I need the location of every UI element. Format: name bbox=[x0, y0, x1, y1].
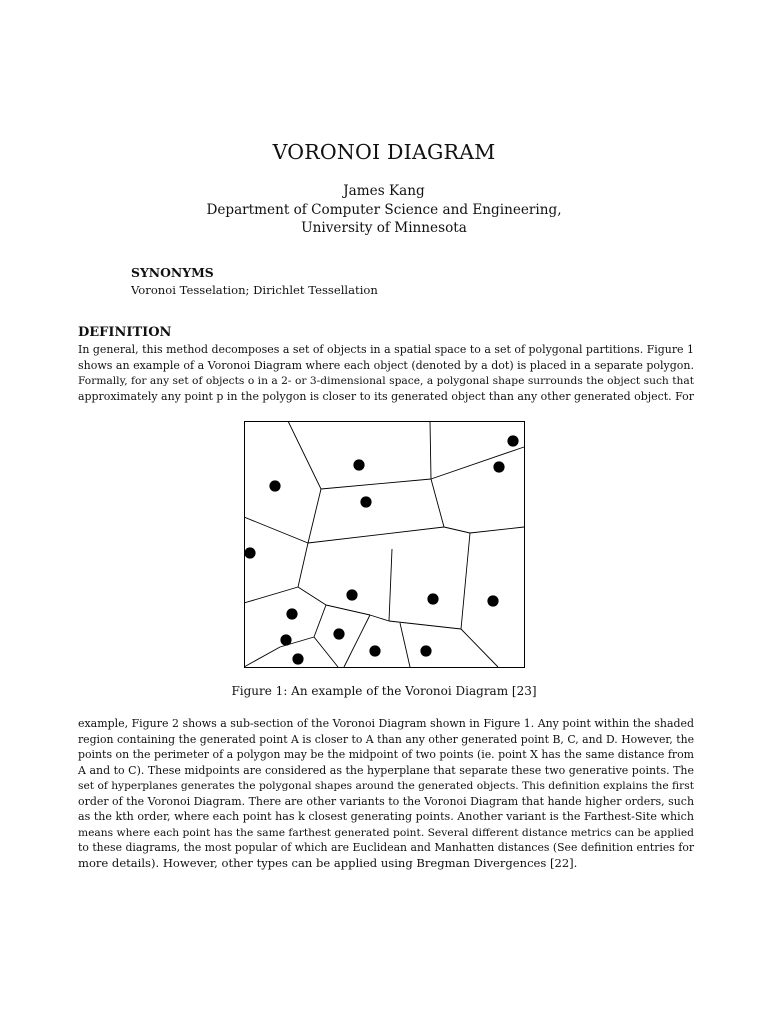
generator-point bbox=[360, 496, 371, 507]
author-university: University of Minnesota bbox=[301, 220, 467, 236]
generator-point bbox=[333, 628, 344, 639]
paragraph-line: more details). However, other types can be applied using Bregman Divergences [22]. bbox=[78, 855, 578, 870]
paragraph-line: points on the perimeter of a polygon may be the midpoint of two points (ie. point X has the same distance from bbox=[78, 748, 694, 761]
generator-point bbox=[346, 589, 357, 600]
generator-point bbox=[487, 595, 498, 606]
paragraph-line: In general, this method decomposes a set of objects in a spatial space to a set of polygonal partitions. Figure 1 bbox=[78, 343, 694, 356]
paragraph-line: example, Figure 2 shows a sub-section of the Voronoi Diagram shown in Figure 1. Any point within the shaded bbox=[78, 717, 694, 730]
paragraph-line: Formally, for any set of objects o in a 2- or 3-dimensional space, a polygonal shape surrounds the object such that bbox=[78, 374, 694, 387]
paper-title: VORONOI DIAGRAM bbox=[272, 140, 496, 164]
generator-point bbox=[493, 461, 504, 472]
paragraph-line: A and to C). These midpoints are considered as the hyperplane that separate these two generative points. The bbox=[78, 763, 694, 777]
generator-point bbox=[427, 593, 438, 604]
author-block bbox=[0, 182, 768, 238]
generator-point bbox=[269, 480, 280, 491]
synonyms-heading: SYNONYMS bbox=[131, 265, 214, 280]
figure-caption: Figure 1: An example of the Voronoi Diagram [23] bbox=[231, 684, 537, 698]
paragraph-line: to these diagrams, the most popular of which are Euclidean and Manhatten distances (See definition entries for bbox=[78, 841, 694, 854]
generator-point bbox=[244, 547, 255, 558]
generator-point bbox=[507, 435, 518, 446]
generator-point bbox=[280, 634, 291, 645]
definition-paragraph-1 bbox=[78, 342, 694, 404]
generator-point bbox=[369, 645, 380, 656]
paragraph-line: as the kth order, where each point has k closest generating points. Another variant is the Farthest-Site which bbox=[78, 810, 694, 823]
author-name: James Kang bbox=[343, 183, 425, 199]
paragraph-line: means where each point has the same farthest generated point. Several different distance metrics can be applied bbox=[78, 825, 694, 839]
definition-heading: DEFINITION bbox=[78, 325, 172, 340]
generator-point bbox=[286, 608, 297, 619]
paragraph-line: set of hyperplanes generates the polygonal shapes around the generated objects. This definition explains the first bbox=[78, 779, 694, 792]
voronoi-diagram bbox=[244, 421, 525, 668]
voronoi-figure bbox=[244, 421, 525, 668]
generator-point bbox=[292, 653, 303, 664]
paragraph-line: approximately any point p in the polygon is closer to its generated object than any other generated object. For bbox=[78, 389, 694, 403]
generator-point bbox=[353, 459, 364, 470]
paragraph-line: region containing the generated point A is closer to A than any other generated point B, C, and D. However, the bbox=[78, 732, 694, 746]
definition-paragraph-2 bbox=[78, 716, 694, 871]
author-department: Department of Computer Science and Engineering, bbox=[206, 201, 562, 218]
paragraph-line: order of the Voronoi Diagram. There are other variants to the Voronoi Diagram that hande higher orders, such bbox=[78, 794, 694, 808]
paragraph-line: shows an example of a Voronoi Diagram where each object (denoted by a dot) is placed in a separate polygon. bbox=[78, 358, 694, 372]
synonyms-text: Voronoi Tesselation; Dirichlet Tessellation bbox=[131, 283, 378, 297]
generator-point bbox=[420, 645, 431, 656]
